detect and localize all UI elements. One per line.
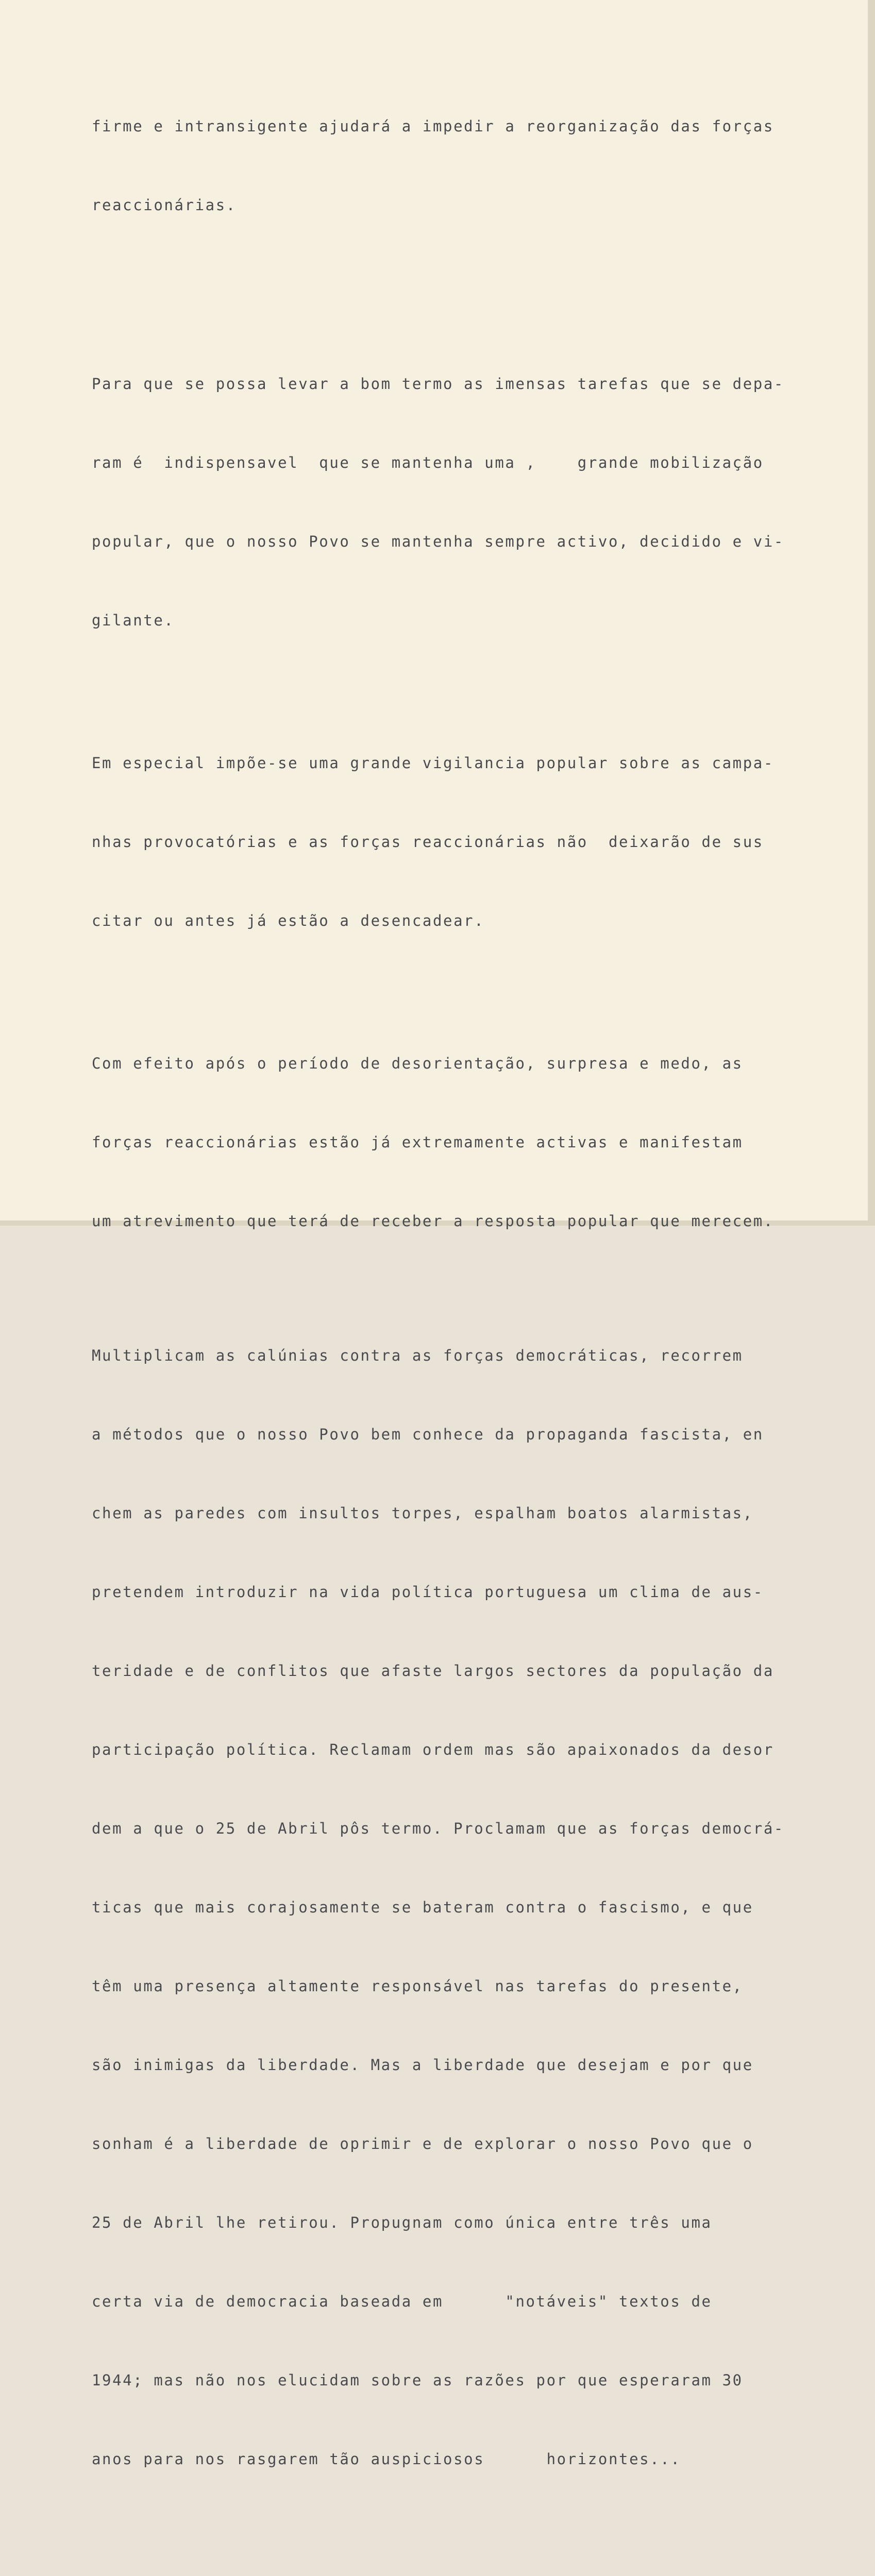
paragraph-2 — [92, 318, 793, 686]
text-line: anos para nos rasgarem tão auspiciosos horizontes... — [92, 2450, 681, 2468]
text-line: citar ou antes já estão a desencadear. — [92, 912, 485, 929]
text-line: Em especial impõe-se uma grande vigilancia popular sobre as campa- — [92, 754, 774, 772]
paragraph-1 — [92, 61, 793, 271]
text-line: nhas provocatórias e as forças reaccionárias não deixarão de sus — [92, 833, 764, 851]
paragraph-6 — [92, 2536, 793, 2576]
text-line: pretendem introduzir na vida política portuguesa um clima de aus- — [92, 1583, 764, 1601]
paragraph-4 — [92, 998, 793, 1287]
text-line: Multiplicam as calúnias contra as forças democráticas, recorrem — [92, 1347, 743, 1364]
text-line: Para que se possa levar a bom termo as imensas tarefas que se depa- — [92, 375, 784, 393]
text-line: teridade e de conflitos que afaste largos sectores da população da — [92, 1662, 774, 1680]
document-body — [92, 61, 793, 2576]
text-line: sonham é a liberdade de oprimir e de explorar o nosso Povo que o — [92, 2135, 753, 2153]
text-line: firme e intransigente ajudará a impedir a reorganização das forças — [92, 117, 774, 135]
text-line: popular, que o nosso Povo se mantenha sempre activo, decidido e vi- — [92, 533, 784, 550]
text-line: ram é indispensavel que se mantenha uma , grande mobilização — [92, 454, 764, 471]
text-line: 1944; mas não nos elucidam sobre as razões por que esperaram 30 — [92, 2371, 743, 2389]
text-line: ticas que mais corajosamente se bateram contra o fascismo, e que — [92, 1899, 753, 1916]
text-line: gilante. — [92, 612, 175, 629]
text-line: chem as paredes com insultos torpes, espalham boatos alarmistas, — [92, 1504, 753, 1522]
text-line: dem a que o 25 de Abril pôs termo. Proclamam que as forças democrá- — [92, 1820, 784, 1837]
text-line: 25 de Abril lhe retirou. Propugnam como única entre três uma — [92, 2214, 712, 2231]
text-line: têm uma presença altamente responsável nas tarefas do presente, — [92, 1977, 743, 1995]
text-line: Com efeito após o período de desorientação, surpresa e medo, as — [92, 1055, 743, 1072]
text-line: são inimigas da liberdade. Mas a liberdade que desejam e por que — [92, 2056, 753, 2074]
paragraph-5 — [92, 1290, 793, 2525]
text-line: reaccionárias. — [92, 196, 237, 214]
text-line: forças reaccionárias estão já extremamente activas e manifestam — [92, 1133, 743, 1151]
text-line: a métodos que o nosso Povo bem conhece da propaganda fascista, en — [92, 1426, 764, 1443]
text-line: um atrevimento que terá de receber a resposta popular que merecem. — [92, 1212, 774, 1230]
text-line: certa via de democracia baseada em "notáveis" textos de — [92, 2293, 712, 2310]
paragraph-3 — [92, 698, 793, 987]
text-line: participação política. Reclamam ordem mas são apaixonados da desor — [92, 1741, 774, 1758]
